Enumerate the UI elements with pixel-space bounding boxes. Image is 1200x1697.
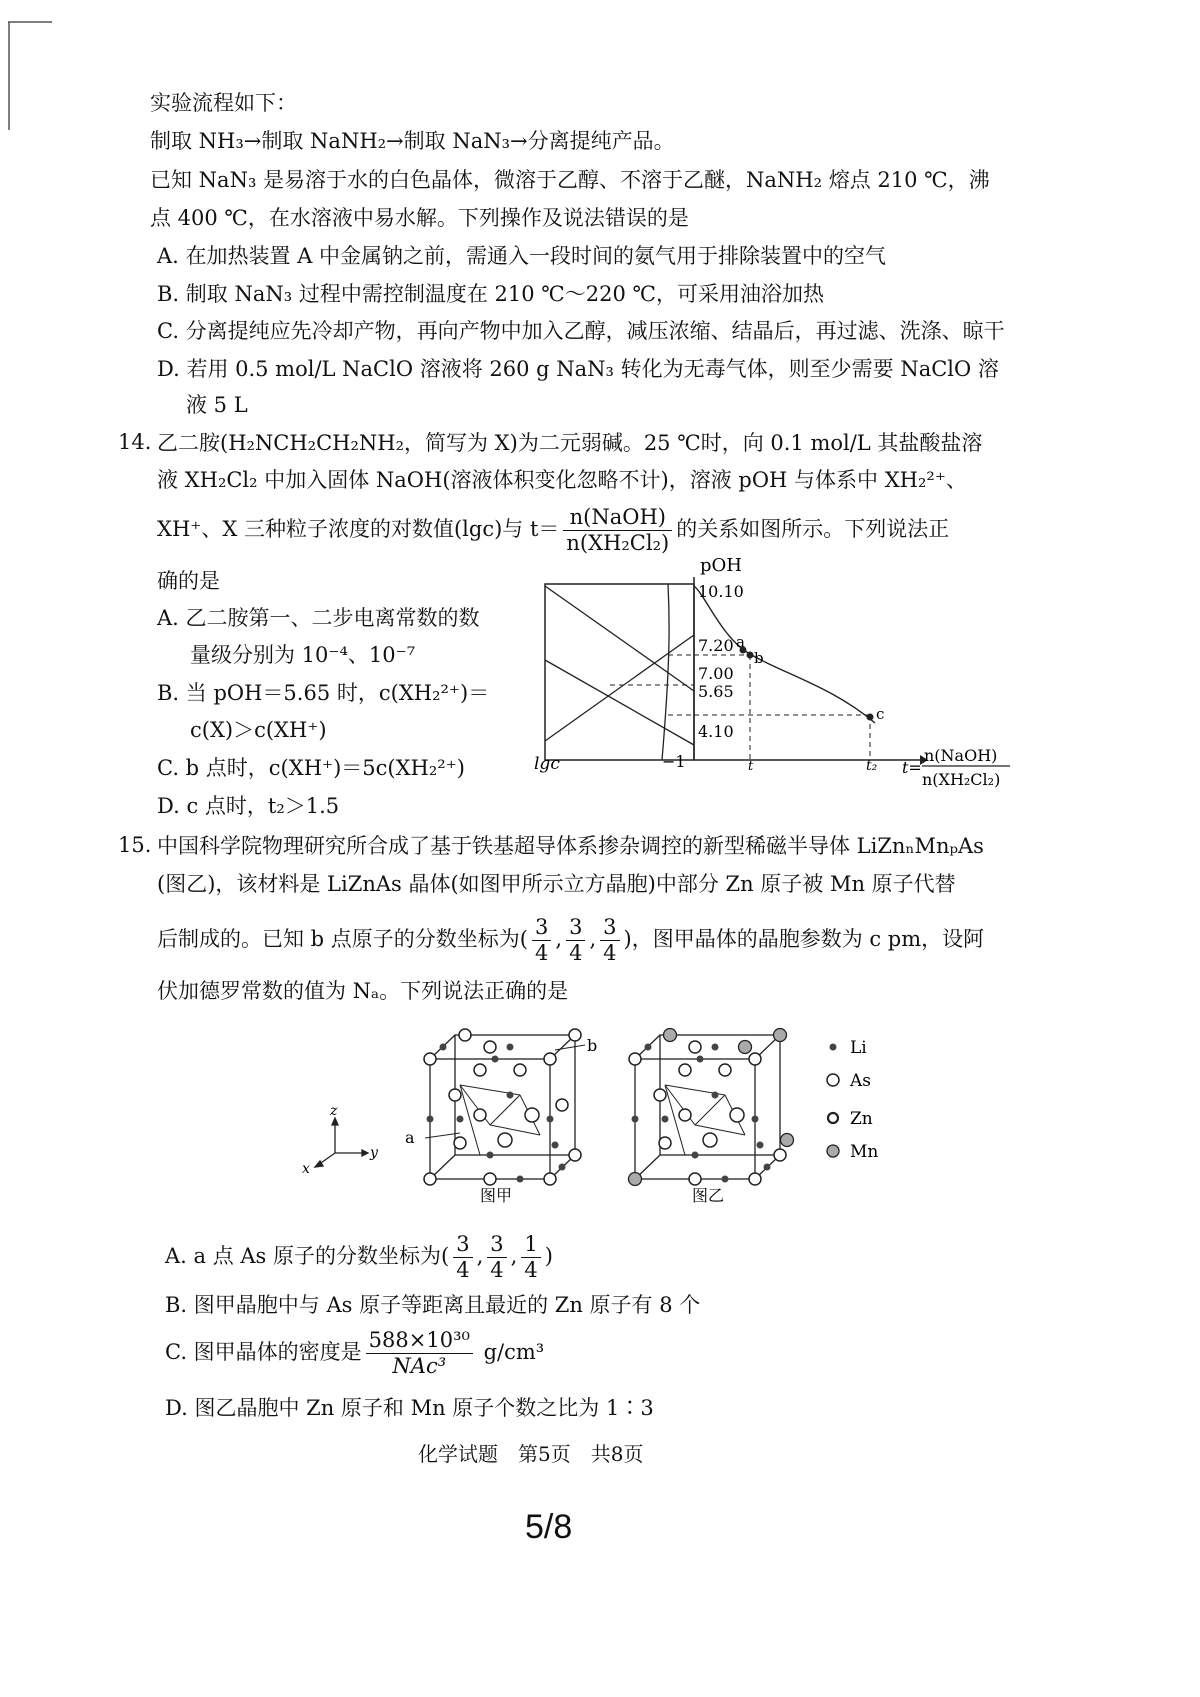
q14-option-b-2: c(X)＞c(XH⁺) — [190, 718, 327, 742]
q15-line-1: 中国科学院物理研究所合成了基于铁基超导体系掺杂调控的新型稀磁半导体 LiZnₙMnₚAs — [157, 834, 984, 858]
q15-number: 15. — [118, 833, 152, 857]
point-c — [867, 714, 874, 721]
x-label-minus1: −1 — [662, 752, 686, 771]
q15-frac-1 — [532, 915, 551, 966]
q15-option-a: A. a 点 As 原子的分数坐标为( $\frac{3}{4}$ , $\frac{3}{4}$ , $\frac{1}{4}$ ) — [165, 1232, 553, 1283]
q14-number: 14. — [118, 430, 152, 454]
x-label-t2: t₂ — [866, 758, 878, 774]
caption-jia: 图甲 — [480, 1186, 513, 1205]
figure-jia — [405, 1029, 597, 1205]
tick-720: 7.20 — [698, 636, 734, 655]
caption-yi: 图乙 — [692, 1186, 725, 1205]
q15-line-4: 伏加德罗常数的值为 Nₐ。下列说法正确的是 — [157, 979, 569, 1003]
q14-frac-den: n(XH₂Cl₂) — [566, 531, 670, 556]
poh-graph — [530, 555, 1030, 795]
q14-line-3 — [157, 505, 949, 556]
label-c: c — [876, 705, 885, 723]
q14-line-3-b: 的关系如图所示。下列说法正 — [676, 517, 950, 542]
intro-heading: 实验流程如下： — [150, 91, 297, 115]
frac-num: 3 — [566, 915, 585, 941]
point-b — [747, 652, 754, 659]
tick-700: 7.00 — [698, 664, 734, 683]
q14-line-1: 乙二胺(H₂NCH₂CH₂NH₂，简写为 X)为二元弱碱。25 ℃时，向 0.1 mol/L 其盐酸盐溶 — [157, 431, 983, 455]
intro-flow: 制取 NH₃→制取 NaNH₂→制取 NaN₃→分离提纯产品。 — [150, 129, 675, 153]
q15-option-d: D. 图乙晶胞中 Zn 原子和 Mn 原子个数之比为 1∶3 — [165, 1396, 654, 1420]
optA-frac-3 — [521, 1232, 540, 1283]
x-label-t1: t — [748, 759, 754, 774]
frac-den: 4 — [603, 941, 617, 966]
label-b: b — [754, 649, 764, 667]
q14-option-d: D. c 点时，t₂＞1.5 — [157, 794, 340, 818]
q14-option-b-1: B. 当 pOH＝5.65 时，c(XH₂²⁺)＝ — [157, 681, 490, 705]
frac-den: 4 — [456, 1258, 470, 1283]
frac-num: 3 — [487, 1232, 506, 1258]
q15-option-c-prefix: C. 图甲晶体的密度是 — [165, 1340, 362, 1365]
q15-option-c-unit: g/cm³ — [483, 1340, 545, 1365]
q15-line-3-b: )，图甲晶体的晶胞参数为 c pm，设阿 — [623, 927, 985, 952]
corner-mark — [0, 0, 60, 140]
tick-410: 4.10 — [698, 722, 734, 741]
q14-option-a-1: A. 乙二胺第一、二步电离常数的数 — [157, 606, 480, 630]
frac-den: 4 — [535, 941, 549, 966]
q15-option-a-prefix: A. a 点 As 原子的分数坐标为( — [165, 1244, 450, 1269]
legend-as: As — [850, 1071, 872, 1091]
q15-option-a-suffix: ) — [544, 1244, 553, 1269]
legend-zn: Zn — [850, 1109, 873, 1129]
page-number: 5/8 — [525, 1508, 573, 1546]
optC-frac — [366, 1328, 473, 1379]
tick-1010: 10.10 — [698, 582, 744, 601]
q15-frac-3 — [600, 915, 619, 966]
intro-known-2: 点 400 ℃，在水溶液中易水解。下列操作及说法错误的是 — [150, 206, 689, 230]
graph-y-title: pOH — [700, 555, 742, 576]
q15-line-3: 后制成的。已知 b 点原子的分数坐标为( $\frac{3}{4}$ , $\frac{3}{4}$ , $\frac{3}{4}$ )，图甲晶体的晶胞参数为 c pm，设阿 — [157, 915, 985, 966]
label-b-atom: b — [587, 1036, 598, 1055]
q13-option-d-1: D. 若用 0.5 mol/L NaClO 溶液将 260 g NaN₃ 转化为无毒气体，则至少需要 NaClO 溶 — [157, 357, 999, 381]
x-label-t: t= — [902, 758, 922, 777]
q15-line-3-a: 后制成的。已知 b 点原子的分数坐标为( — [157, 927, 528, 952]
frac-den: 4 — [569, 941, 583, 966]
q13-option-a: A. 在加热装置 A 中金属钠之前，需通入一段时间的氨气用于排除装置中的空气 — [157, 244, 887, 268]
axis-z: z — [330, 1103, 338, 1119]
optA-frac-2 — [487, 1232, 506, 1283]
intro-known-1: 已知 NaN₃ 是易溶于水的白色晶体，微溶于乙醇、不溶于乙醚，NaNH₂ 熔点 210 ℃，沸 — [150, 168, 990, 192]
label-a-atom: a — [405, 1128, 415, 1147]
q15-line-2: (图乙)，该材料是 LiZnAs 晶体(如图甲所示立方晶胞)中部分 Zn 原子被 Mn 原子代替 — [157, 872, 956, 896]
figure-yi — [629, 1029, 794, 1206]
frac-den: 4 — [490, 1258, 504, 1283]
legend-mn: Mn — [850, 1142, 879, 1162]
axis-x: x — [302, 1161, 310, 1177]
q14-line-4: 确的是 — [157, 569, 220, 593]
q13-option-d-2: 液 5 L — [186, 393, 248, 417]
legend-li: Li — [850, 1038, 867, 1058]
q14-line-3-a: XH⁺、X 三种粒子浓度的对数值(lgc)与 t＝ — [157, 517, 560, 542]
frac-den: 4 — [524, 1258, 538, 1283]
legend — [827, 1038, 878, 1162]
q15-option-b: B. 图甲晶胞中与 As 原子等距离且最近的 Zn 原子有 8 个 — [165, 1293, 701, 1317]
frac-num: 3 — [532, 915, 551, 941]
q14-option-a-2: 量级分别为 10⁻⁴、10⁻⁷ — [190, 643, 416, 667]
x-label-lgc: lgc — [534, 754, 560, 774]
q14-line-2: 液 XH₂Cl₂ 中加入固体 NaOH(溶液体积变化忽略不计)，溶液 pOH 与体系中 XH₂²⁺、 — [157, 468, 967, 492]
q13-option-b: B. 制取 NaN₃ 过程中需控制温度在 210 ℃～220 ℃，可采用油浴加热 — [157, 282, 824, 306]
frac-num: 588×10³⁰ — [366, 1328, 473, 1354]
frac-den: NAc³ — [392, 1354, 447, 1379]
q14-fraction — [563, 505, 672, 556]
q15-frac-2 — [566, 915, 585, 966]
frac-num: 3 — [453, 1232, 472, 1258]
frac-num: 1 — [521, 1232, 540, 1258]
x-frac-den: n(XH₂Cl₂) — [922, 770, 1001, 789]
x-frac-num: n(NaOH) — [924, 746, 998, 765]
tick-565: 5.65 — [698, 682, 734, 701]
frac-num: 3 — [600, 915, 619, 941]
label-a: a — [736, 633, 745, 651]
crystal-figures — [300, 1015, 920, 1215]
q15-option-c — [165, 1328, 544, 1379]
q14-frac-num: n(NaOH) — [563, 505, 672, 531]
q14-option-c: C. b 点时，c(XH⁺)＝5c(XH₂²⁺) — [157, 756, 465, 780]
q13-option-c: C. 分离提纯应先冷却产物，再向产物中加入乙醇，减压浓缩、结晶后，再过滤、洗涤、晾干 — [157, 319, 1005, 343]
optA-frac-1 — [453, 1232, 472, 1283]
axes-icon — [315, 1118, 368, 1167]
axis-y: y — [370, 1145, 378, 1161]
footer-text: 化学试题 第5页 共8页 — [418, 1442, 644, 1466]
